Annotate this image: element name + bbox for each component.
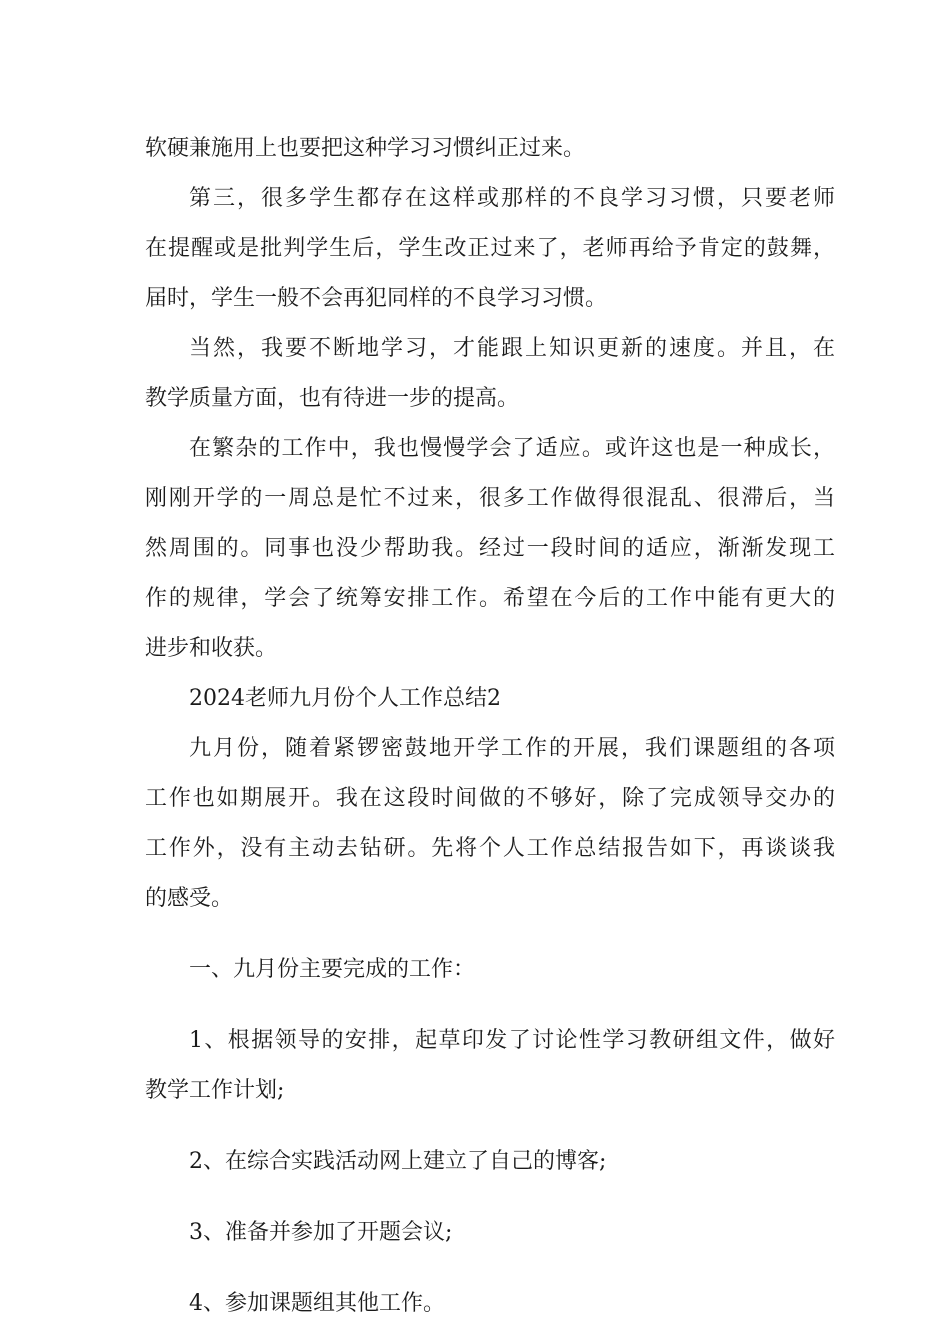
paragraph-line: 工作外，没有主动去钻研。先将个人工作总结报告如下，再谈谈我 xyxy=(145,836,835,861)
list-item: 2、在综合实践活动网上建立了自己的博客; xyxy=(189,1149,607,1174)
list-heading: 一、九月份主要完成的工作： xyxy=(189,957,476,982)
paragraph-line: 届时，学生一般不会再犯同样的不良学习习惯。 xyxy=(145,286,608,311)
paragraph-line: 教学质量方面，也有待进一步的提高。 xyxy=(145,386,520,411)
paragraph-line: 刚刚开学的一周总是忙不过来，很多工作做得很混乱、很滞后，当 xyxy=(145,486,835,511)
paragraph-line: 在提醒或是批判学生后，学生改正过来了，老师再给予肯定的鼓舞， xyxy=(145,236,835,261)
list-item: 3、准备并参加了开题会议; xyxy=(189,1220,453,1245)
paragraph-line: 工作也如期展开。我在这段时间做的不够好，除了完成领导交办的 xyxy=(145,786,835,811)
paragraph-line: 在繁杂的工作中，我也慢慢学会了适应。或许这也是一种成长， xyxy=(189,436,835,461)
paragraph-line: 的感受。 xyxy=(145,886,234,911)
paragraph-line: 进步和收获。 xyxy=(145,636,278,661)
paragraph-line: 九月份，随着紧锣密鼓地开学工作的开展，我们课题组的各项 xyxy=(189,736,835,761)
paragraph-line: 软硬兼施用上也要把这种学习习惯纠正过来。 xyxy=(145,136,586,161)
document-page xyxy=(145,124,835,1329)
paragraph-line: 作的规律，学会了统筹安排工作。希望在今后的工作中能有更大的 xyxy=(145,586,835,611)
list-item: 4、参加课题组其他工作。 xyxy=(189,1291,445,1316)
list-item: 1、根据领导的安排，起草印发了讨论性学习教研组文件，做好 xyxy=(189,1028,835,1053)
list-item-continuation: 教学工作计划; xyxy=(145,1078,285,1103)
paragraph-line: 当然，我要不断地学习，才能跟上知识更新的速度。并且，在 xyxy=(189,336,835,361)
paragraph-line: 第三，很多学生都存在这样或那样的不良学习习惯，只要老师 xyxy=(189,186,835,211)
section-heading: 2024老师九月份个人工作总结2 xyxy=(189,686,501,711)
paragraph-line: 然周围的。同事也没少帮助我。经过一段时间的适应，渐渐发现工 xyxy=(145,536,835,561)
